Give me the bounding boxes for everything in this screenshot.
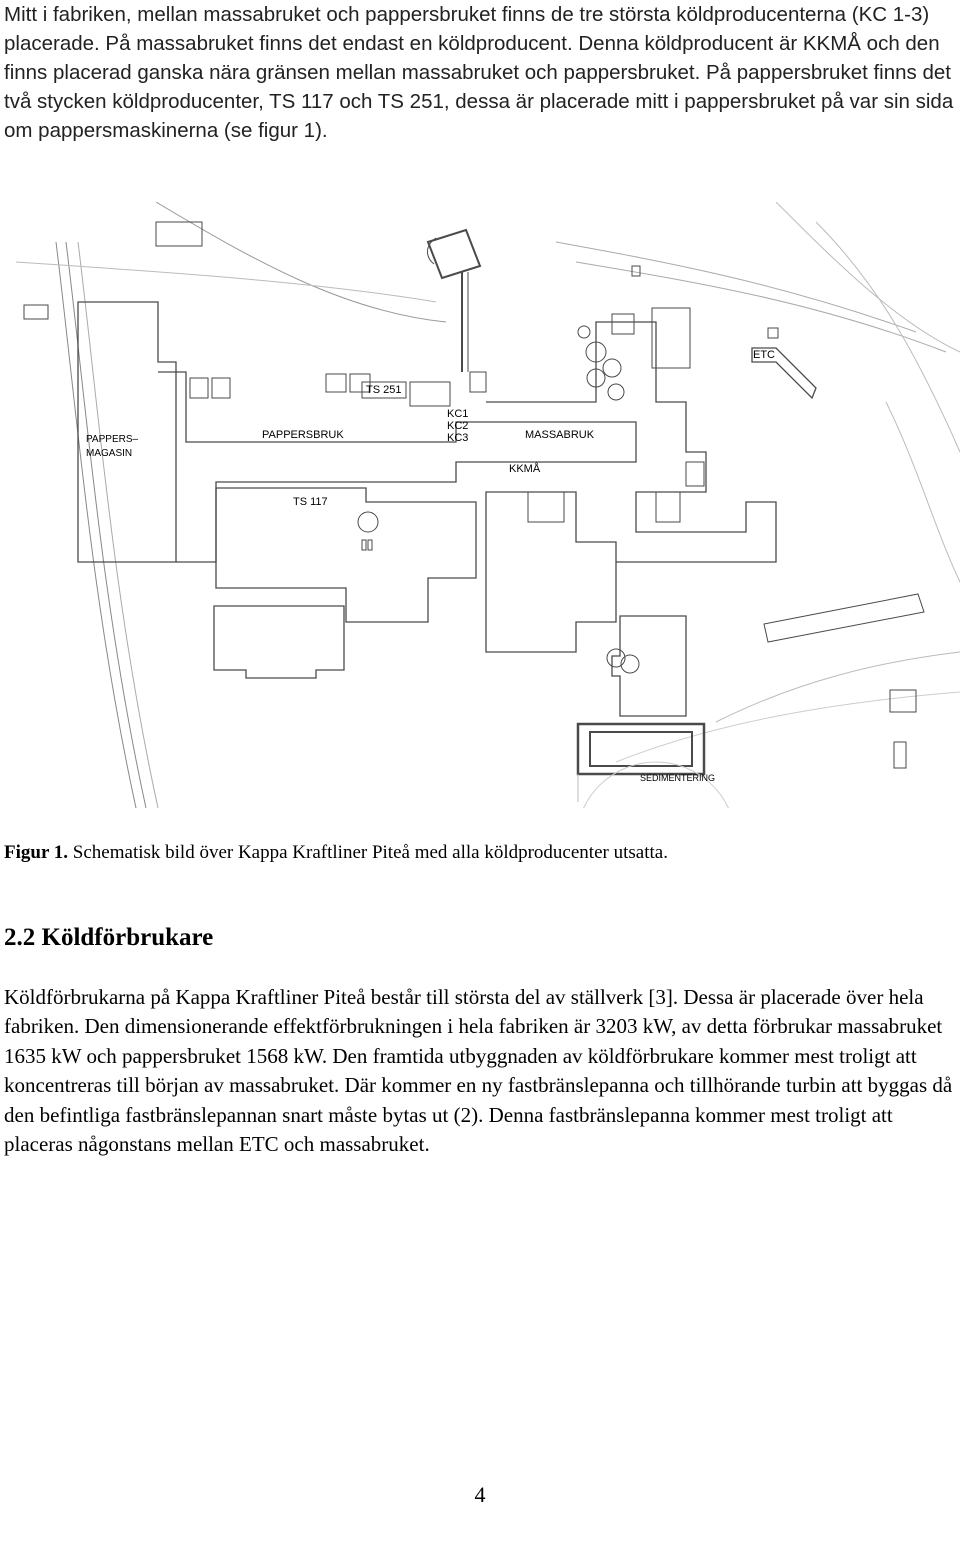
label-pappersmagasin-line2: MAGASIN	[86, 448, 133, 459]
label-massabruk: MASSABRUK	[525, 429, 595, 441]
label-etc: ETC	[753, 349, 775, 361]
body-paragraph: Köldförbrukarna på Kappa Kraftliner Piteå består till största del av ställverk [3]. Dessa är placerade över hela fabriken. Den dimensionerande effektförbrukningen i hela fabriken är 3203 kW, av detta förbrukar massabruket 1635 kW och pappersbruket 1568 kW. Den framtida utbyggnaden av köldförbrukare kommer mest troligt att koncentreras till början av massabruket. Där kommer en ny fastbränslepanna och tillhörande turbin att byggas då den befintliga fastbränslepannan snart måste bytas ut (2). Denna fastbränslepanna kommer mest troligt att placeras någonstans mellan ETC och massabruket.	[4, 985, 953, 1157]
page-number: 4	[474, 1482, 486, 1507]
caption-text: Schematisk bild över Kappa Kraftliner Piteå med alla köldproducenter utsatta.	[72, 842, 668, 863]
label-kc3: KC3	[447, 432, 469, 444]
section-heading: 2.2 Köldförbrukare	[4, 924, 214, 951]
label-ts117: TS 117	[293, 496, 328, 508]
site-plan-figure	[16, 202, 960, 808]
label-kc2: KC2	[447, 420, 469, 432]
figure-caption	[4, 840, 954, 866]
label-kkma: KKMÅ	[509, 463, 541, 475]
label-pappersmagasin-line1: PAPPERS–	[86, 434, 139, 445]
intro-paragraph: Mitt i fabriken, mellan massabruket och pappersbruket finns de tre största köldproducenterna (KC 1-3) placerade. På massabruket finns det endast en köldproducent. Denna köldproducent är KKMÅ och den finns placerad ganska nära gränsen mellan massabruket och pappersbruket. På pappersbruket finns det två stycken köldproducenter, TS 117 och TS 251, dessa är placerade mitt i pappersbruket på var sin sida om pappersmaskinerna (se figur 1).	[4, 3, 954, 142]
caption-label: Figur 1.	[4, 842, 69, 863]
label-ts251: TS 251	[366, 384, 402, 396]
label-kc1: KC1	[447, 408, 469, 420]
label-pappersbruk: PAPPERSBRUK	[262, 429, 344, 441]
label-sedimentering: SEDIMENTERING	[640, 773, 716, 783]
site-plan-drawing	[16, 202, 960, 808]
